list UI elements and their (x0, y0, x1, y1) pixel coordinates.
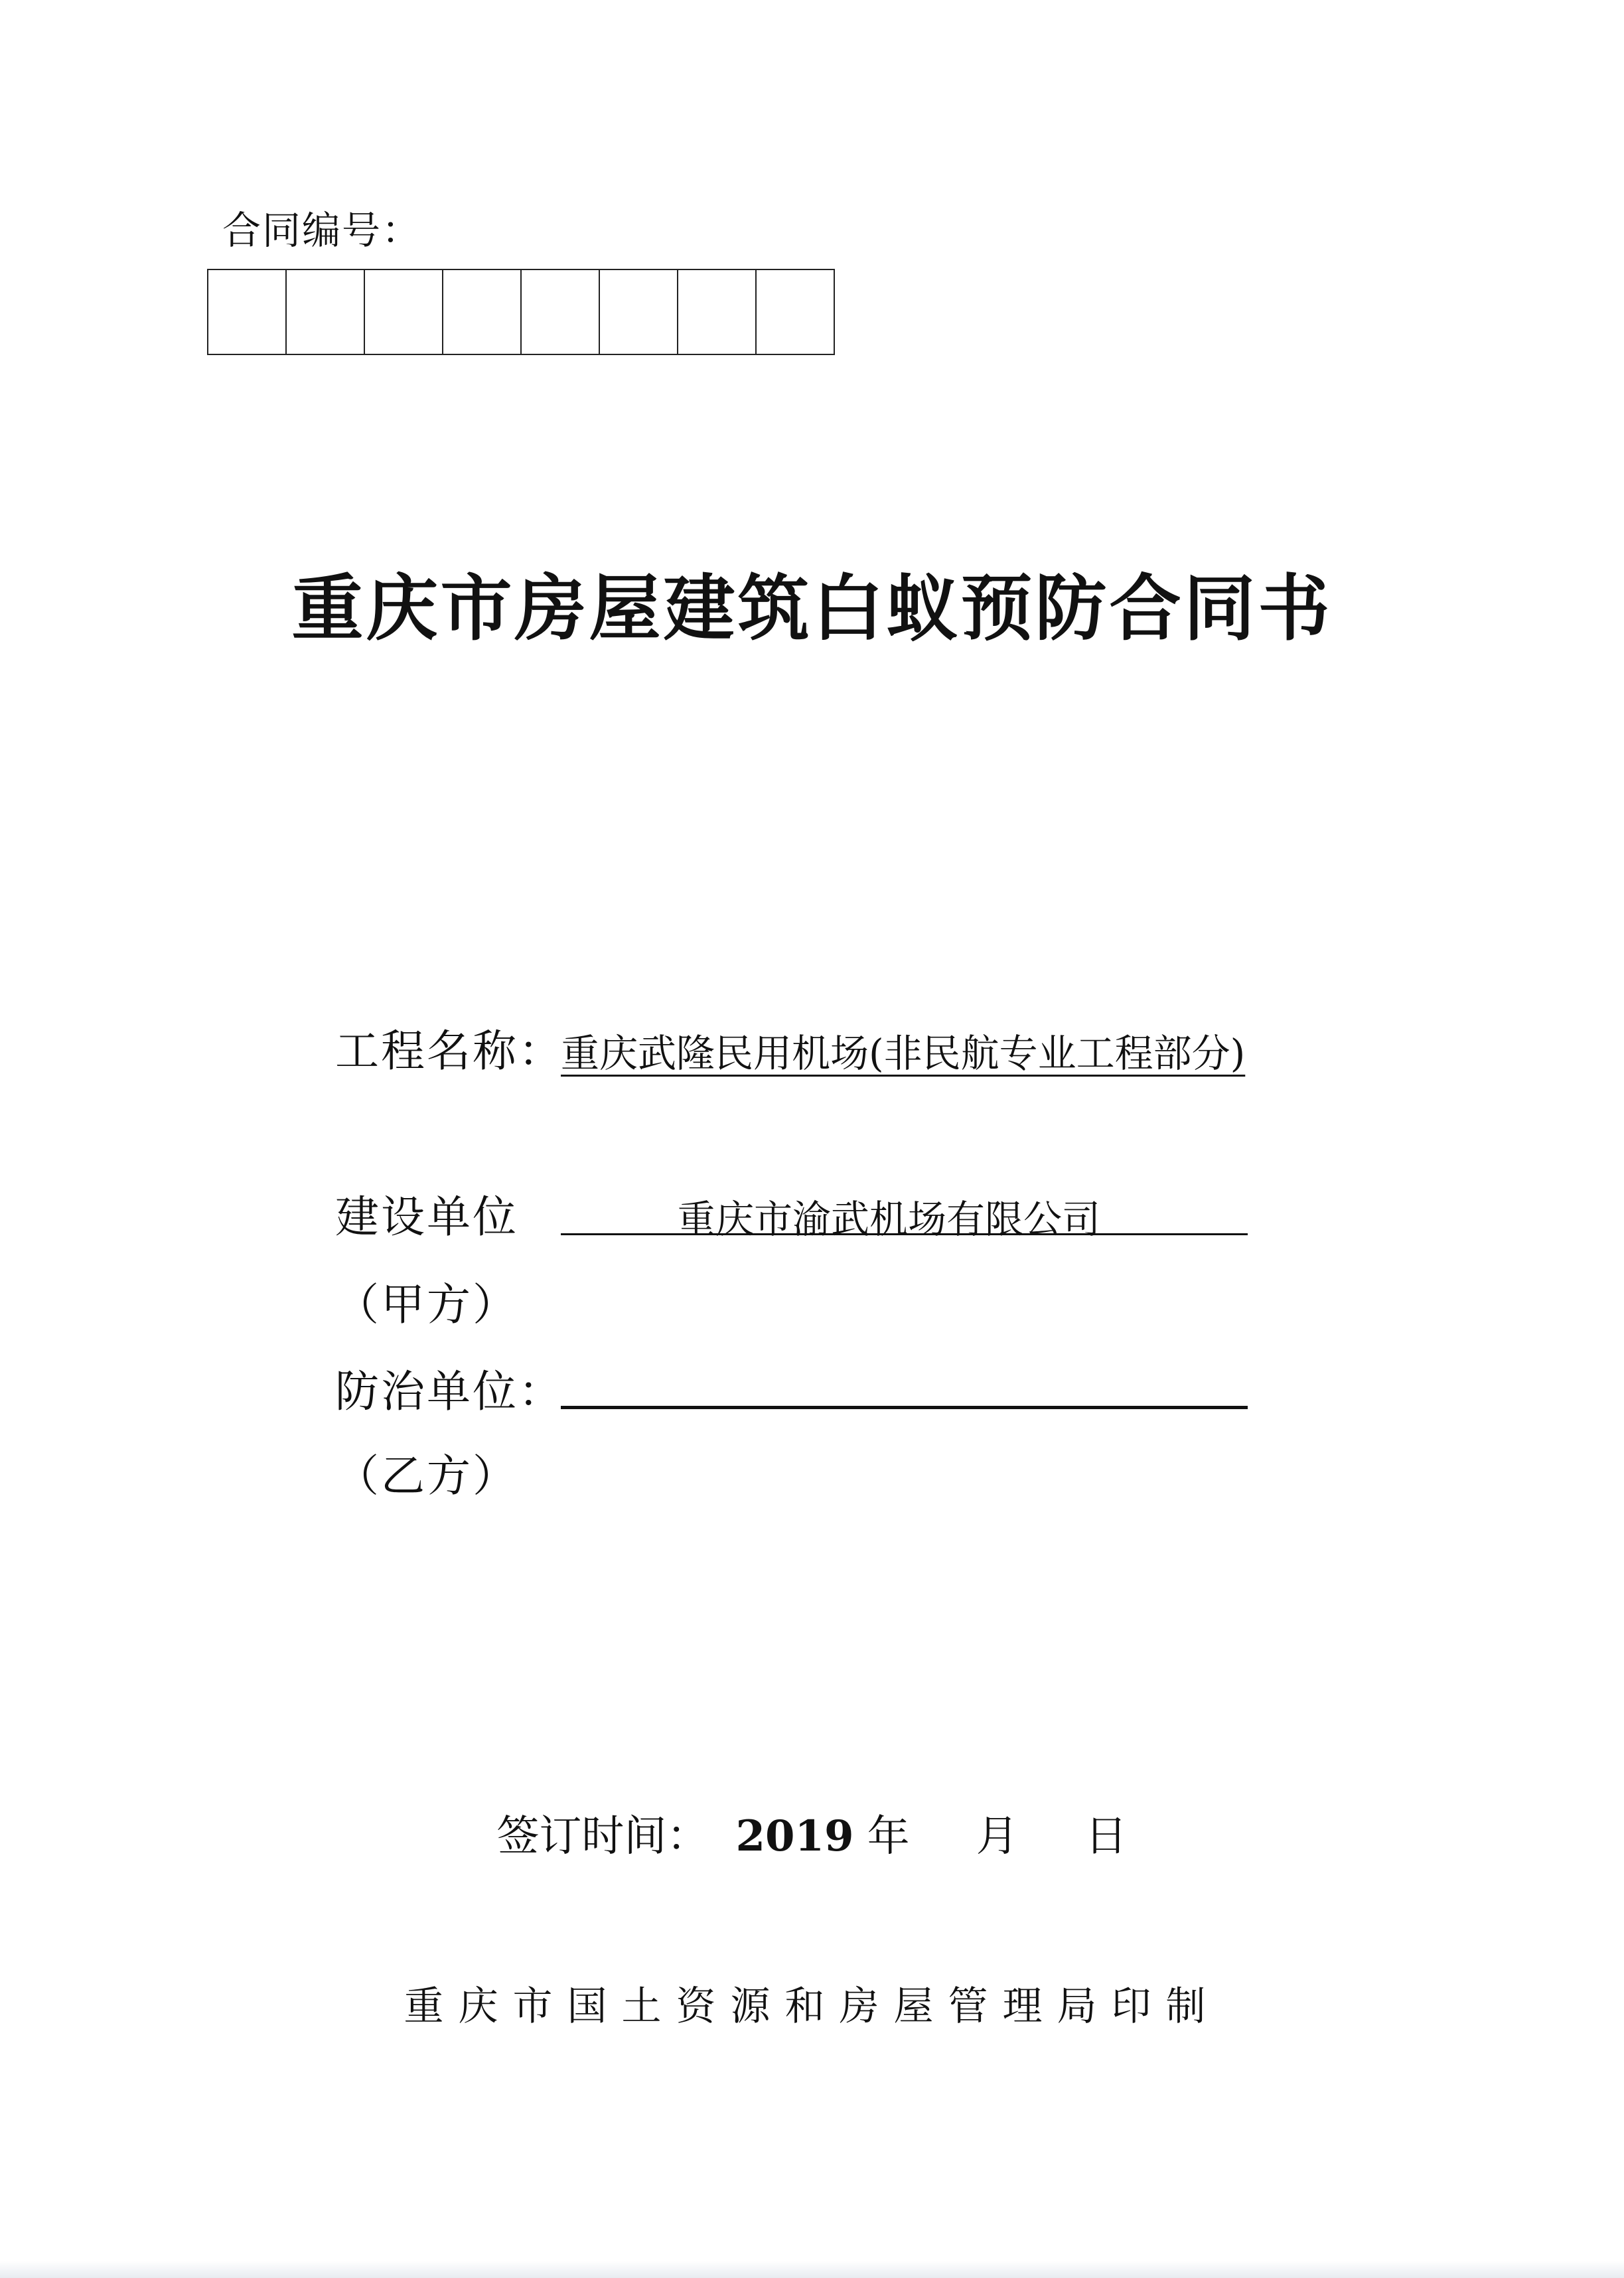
scan-edge-shadow (0, 2261, 1624, 2278)
signing-date-label: 签订时间： (496, 1812, 709, 1861)
builder-value: 重庆市渝武机场有限公司 (677, 1197, 1101, 1242)
contract-number-box[interactable] (365, 269, 443, 355)
printed-by: 重庆市国土资源和房屋管理局印制 (404, 1983, 1220, 2030)
prevention-unit-label: 防治单位： (335, 1366, 564, 1417)
contract-number-box[interactable] (208, 269, 287, 355)
signing-month-unit: 月 (976, 1812, 1019, 1861)
contract-number-box[interactable] (678, 269, 757, 355)
contract-number-box[interactable] (757, 269, 835, 355)
party-b-label: （乙方） (335, 1450, 518, 1501)
project-name-label: 工程名称： (335, 1025, 564, 1077)
builder-label: 建设单位 (335, 1191, 518, 1243)
contract-number-box[interactable] (600, 269, 678, 355)
contract-number-label: 合同编号： (222, 208, 422, 253)
contract-number-box[interactable] (522, 269, 600, 355)
contract-number-box[interactable] (443, 269, 522, 355)
builder-underline (561, 1233, 1248, 1235)
contract-number-boxes (207, 269, 835, 355)
signing-day-unit: 日 (1084, 1812, 1128, 1861)
document-title: 重庆市房屋建筑白蚁预防合同书 (291, 568, 1333, 650)
contract-number-box[interactable] (287, 269, 365, 355)
signing-year: 2019 (735, 1811, 854, 1861)
party-a-label: （甲方） (335, 1279, 518, 1330)
signing-date (0, 1802, 1624, 1863)
prevention-unit-underline (561, 1406, 1248, 1409)
signing-year-unit: 年 (867, 1812, 910, 1861)
project-name-value: 重庆武隆民用机场(非民航专业工程部分) (561, 1031, 1246, 1076)
